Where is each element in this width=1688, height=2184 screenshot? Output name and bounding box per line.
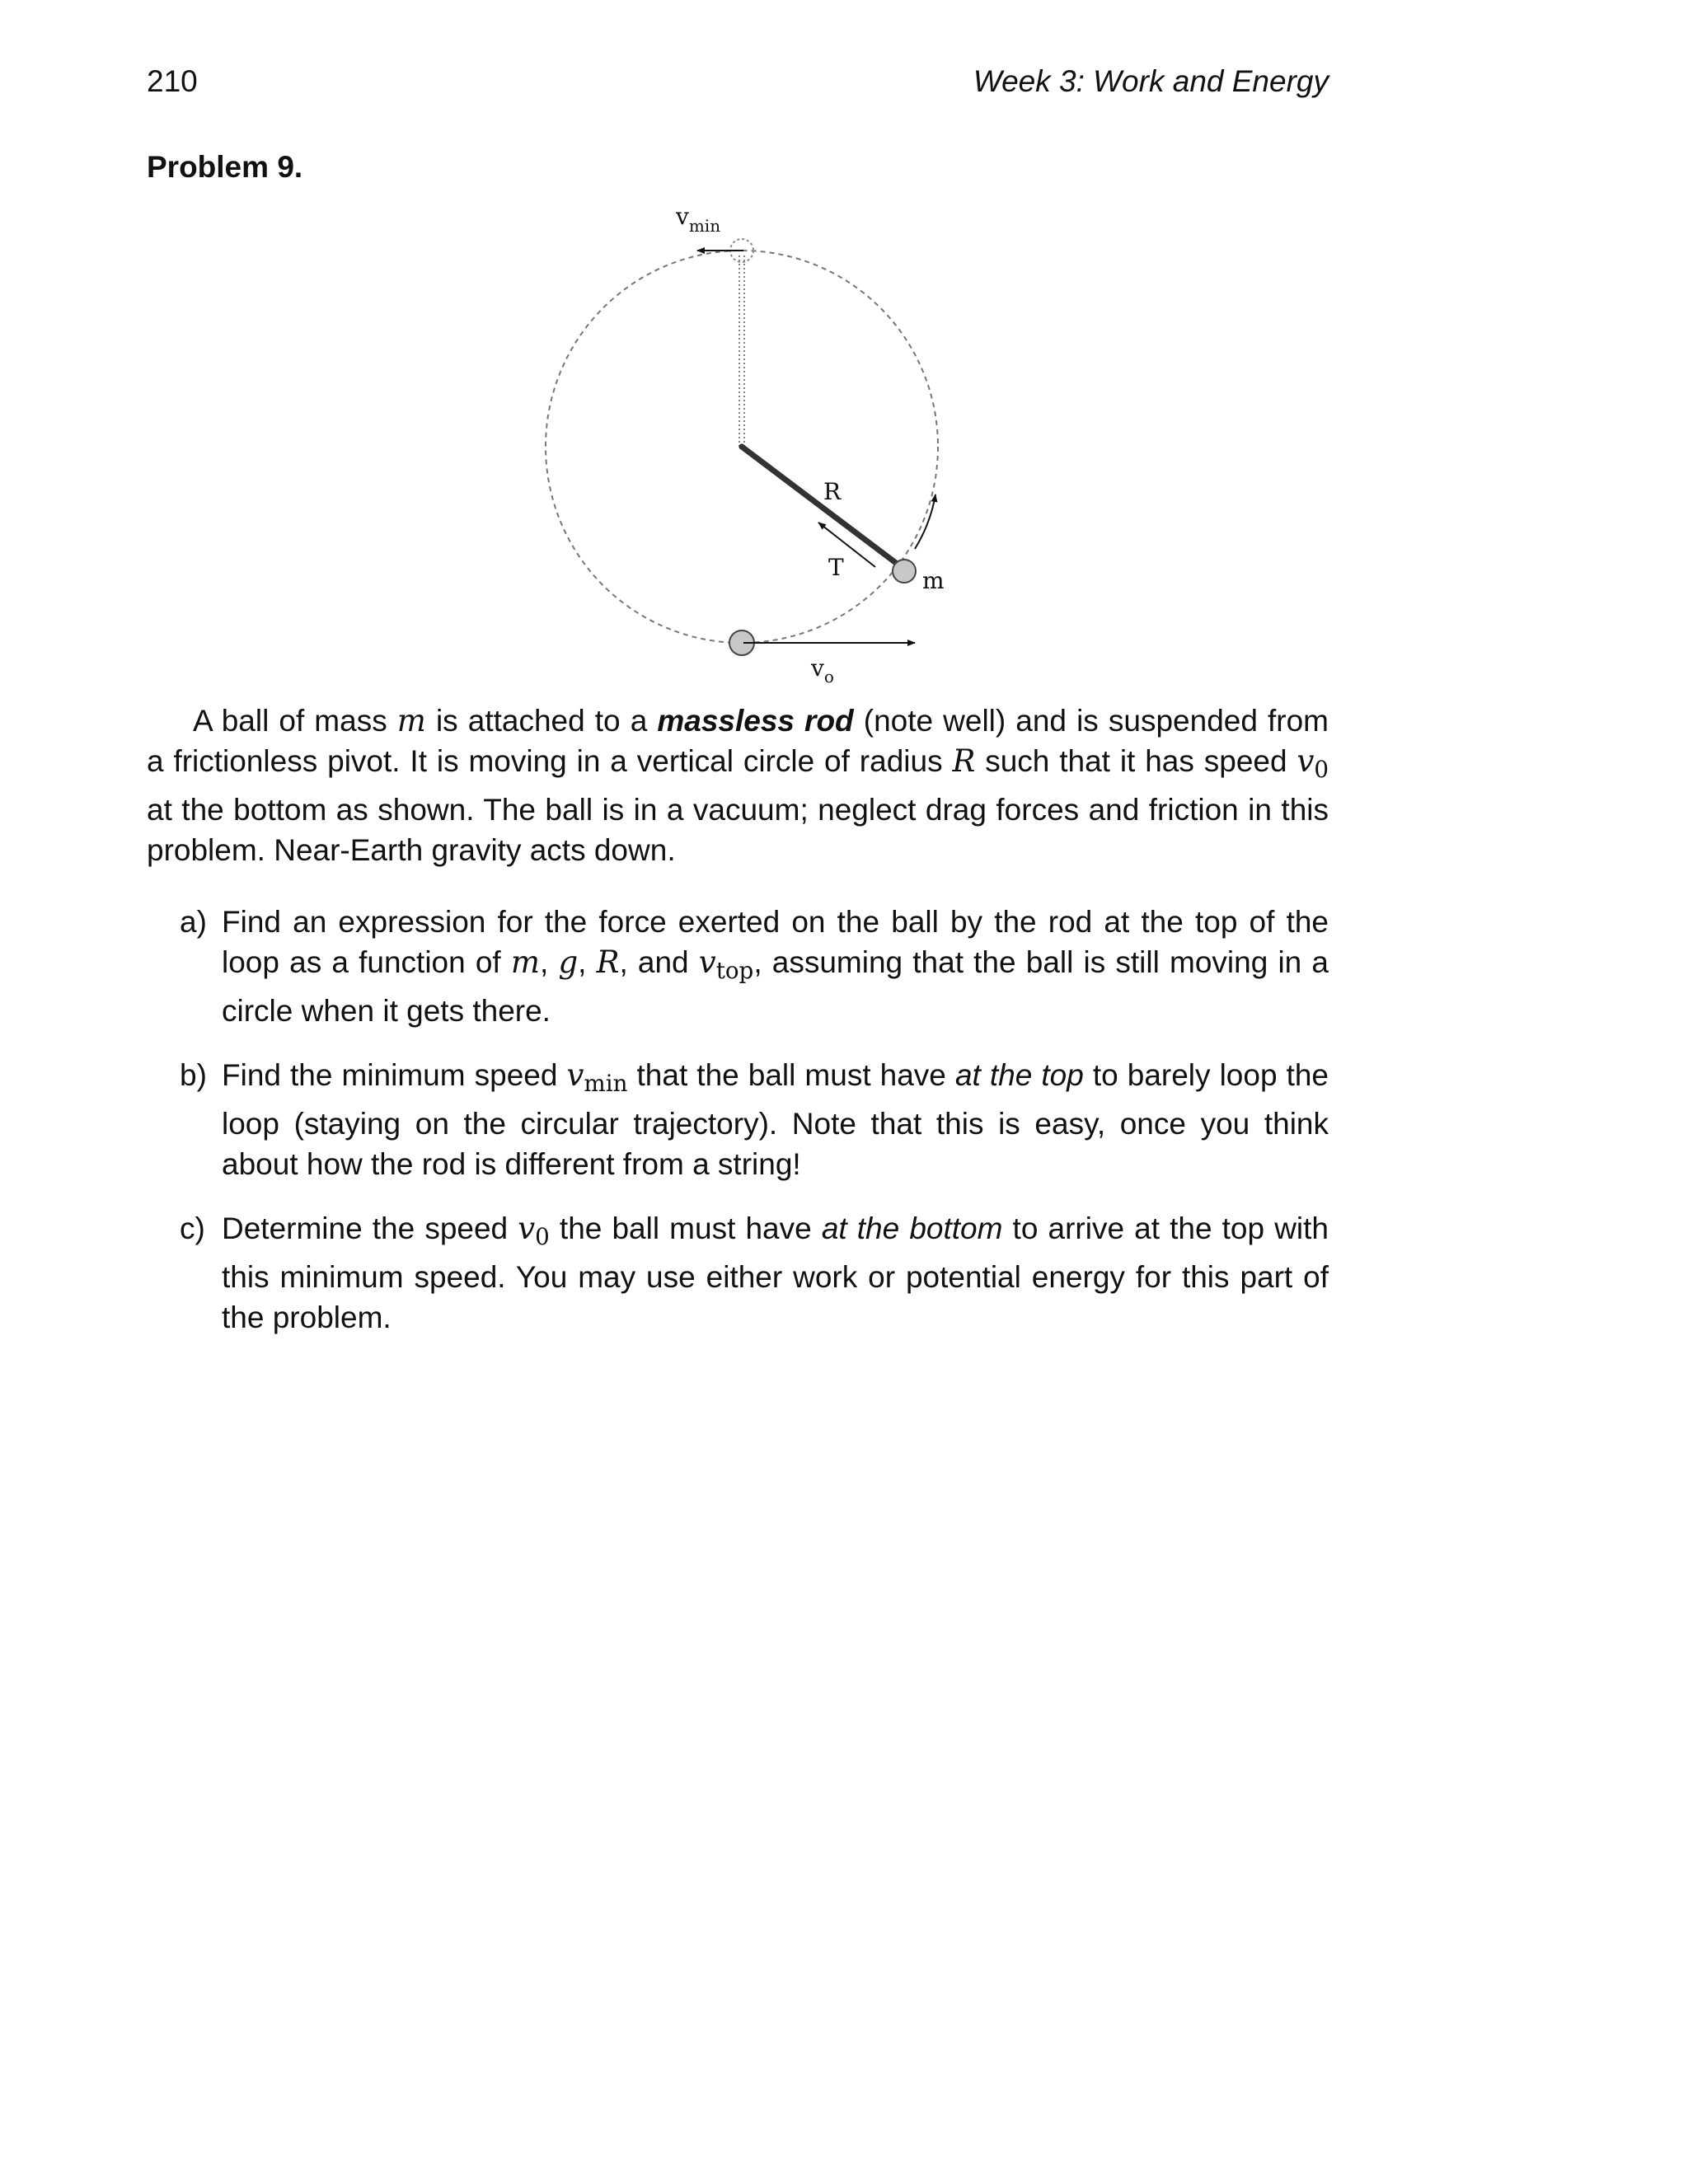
part-c: c) Determine the speed $v_0$ the ball must have at the bottom to arrive at the top with this minimum speed. You may use either work or potential energy for this part of the problem. [147,1208,1329,1338]
label-v-o: $v_o$ [811,654,834,687]
rod [742,447,896,563]
part-b-label: b) [180,1057,207,1092]
label-m: m [922,567,945,594]
math-vmin: $v_{min}$ [566,1057,628,1097]
problem-statement: A ball of mass m is attached to a massless rod (note well) and is suspended from a frictionless pivot. It is moving in a vertical circle of radius R such that it has speed $v_0$ at the bottom as shown. The ball is in a vacuum; neglect drag forces and friction in this problem. Near-Earth gravity acts down. [147,703,1329,867]
math-v0-c: $v_0$ [518,1210,550,1250]
part-b: b) Find the minimum speed $v_{min}$ that the ball must have at the top to barely loop the loop (staying on the circular trajectory). Note that this is easy, once you think about how the rod is different from a string! [147,1055,1329,1184]
math-m: m [396,703,426,738]
part-c-label: c) [180,1211,205,1245]
ball-m [893,560,916,583]
pendulum-diagram [528,204,956,691]
math-v0: $v_0$ [1296,743,1329,783]
motion-arrow [915,494,935,549]
math-vtop: $v_{top}$ [698,944,754,984]
problem-parts [147,902,1329,1361]
part-a: a) Find an expression for the force exerted on the ball by the rod at the top of the loop as a function of m, g, R, and $v_{top}$, assuming that the ball is still moving in a circle when it gets there. [147,902,1329,1031]
label-t: T [828,554,844,581]
page-number: 210 [147,64,198,98]
part-a-label: a) [180,905,207,939]
page-header [147,64,1329,105]
problem-title: Problem 9. [147,150,303,184]
label-r: R [823,478,842,505]
massless-rod-emphasis: massless rod [657,704,854,738]
pendulum-figure [528,204,956,691]
math-R: R [952,743,976,779]
label-v-min: $v_{min}$ [676,204,721,236]
running-head: Week 3: Work and Energy [973,64,1329,98]
